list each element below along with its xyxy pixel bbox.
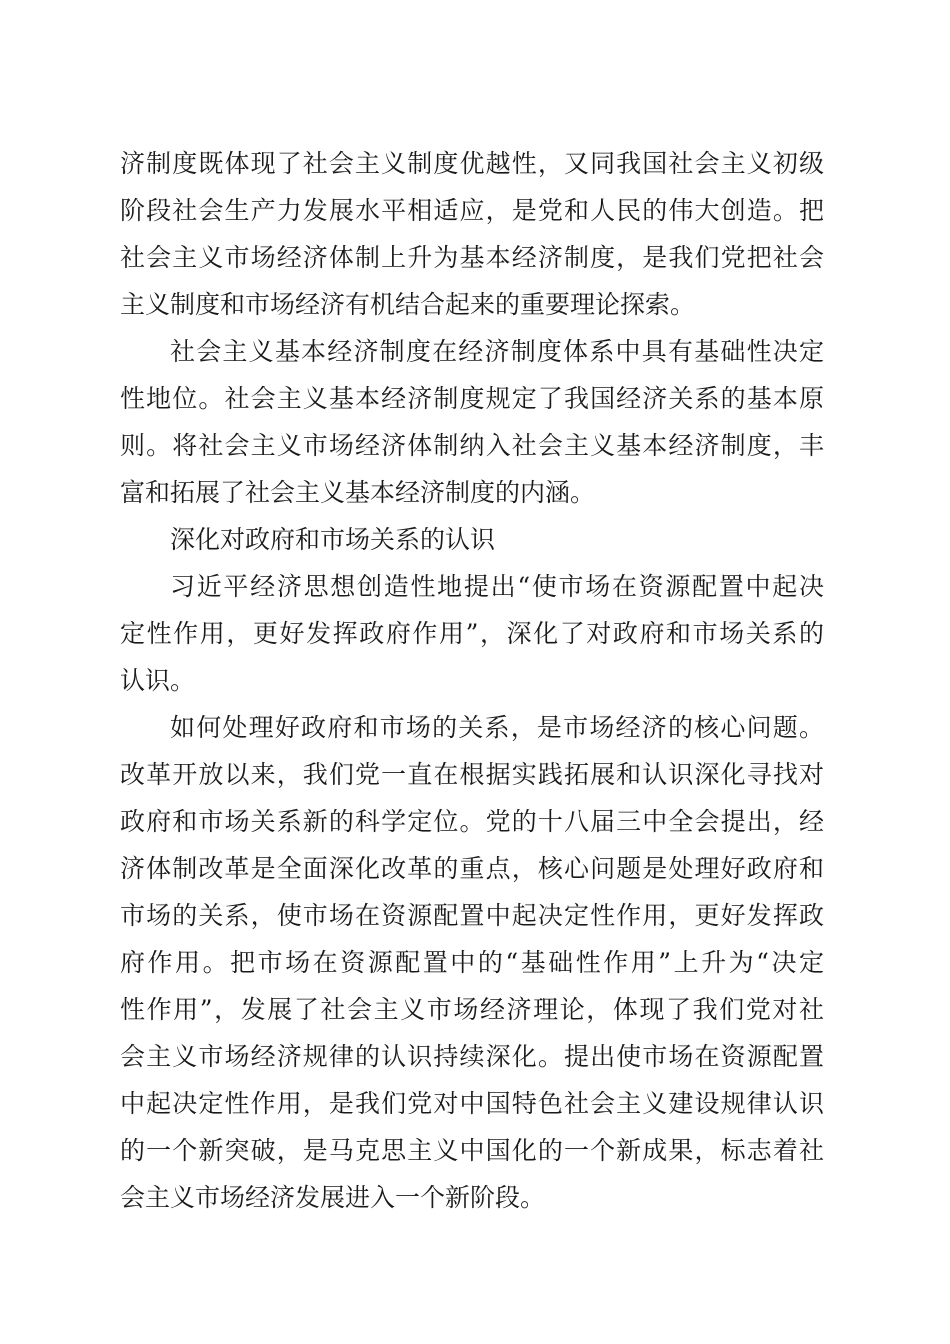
text-line: 社会主义市场经济体制上升为基本经济制度，是我们党把社会 xyxy=(120,243,824,272)
text-line: 如何处理好政府和市场的关系，是市场经济的核心问题。 xyxy=(170,713,824,742)
text-line: 府作用。把市场在资源配置中的“基础性作用”上升为“决定 xyxy=(120,948,824,977)
text-line: 深化对政府和市场关系的认识 xyxy=(170,525,496,554)
text-line: 主义制度和市场经济有机结合起来的重要理论探索。 xyxy=(120,290,696,319)
text-line: 习近平经济思想创造性地提出“使市场在资源配置中起决 xyxy=(170,572,824,601)
text-line: 济制度既体现了社会主义制度优越性，又同我国社会主义初级 xyxy=(120,149,824,178)
paragraph xyxy=(120,704,824,1221)
paragraph xyxy=(120,328,824,516)
text-line: 济体制改革是全面深化改革的重点，核心问题是处理好政府和 xyxy=(120,854,824,883)
paragraph xyxy=(120,140,824,328)
text-line: 政府和市场关系新的科学定位。党的十八届三中全会提出，经 xyxy=(120,807,824,836)
text-line: 改革开放以来，我们党一直在根据实践拓展和认识深化寻找对 xyxy=(120,760,824,789)
text-line: 市场的关系，使市场在资源配置中起决定性作用，更好发挥政 xyxy=(120,901,824,930)
text-line: 社会主义基本经济制度在经济制度体系中具有基础性决定 xyxy=(170,337,824,366)
text-line: 则。将社会主义市场经济体制纳入社会主义基本经济制度，丰 xyxy=(120,431,824,460)
text-line: 性地位。社会主义基本经济制度规定了我国经济关系的基本原 xyxy=(120,384,824,413)
text-line: 阶段社会生产力发展水平相适应，是党和人民的伟大创造。把 xyxy=(120,196,824,225)
paragraph xyxy=(120,563,824,704)
text-line: 会主义市场经济发展进入一个新阶段。 xyxy=(120,1183,546,1212)
text-line: 认识。 xyxy=(120,666,196,695)
text-line: 定性作用，更好发挥政府作用”，深化了对政府和市场关系的 xyxy=(120,619,824,648)
text-line: 中起决定性作用，是我们党对中国特色社会主义建设规律认识 xyxy=(120,1089,824,1118)
text-line: 的一个新突破，是马克思主义中国化的一个新成果，标志着社 xyxy=(120,1136,824,1165)
text-line: 性作用”，发展了社会主义市场经济理论，体现了我们党对社 xyxy=(120,995,824,1024)
text-line: 会主义市场经济规律的认识持续深化。提出使市场在资源配置 xyxy=(120,1042,824,1071)
section-heading xyxy=(120,516,824,563)
text-line: 富和拓展了社会主义基本经济制度的内涵。 xyxy=(120,478,596,507)
document-body xyxy=(120,140,824,1221)
